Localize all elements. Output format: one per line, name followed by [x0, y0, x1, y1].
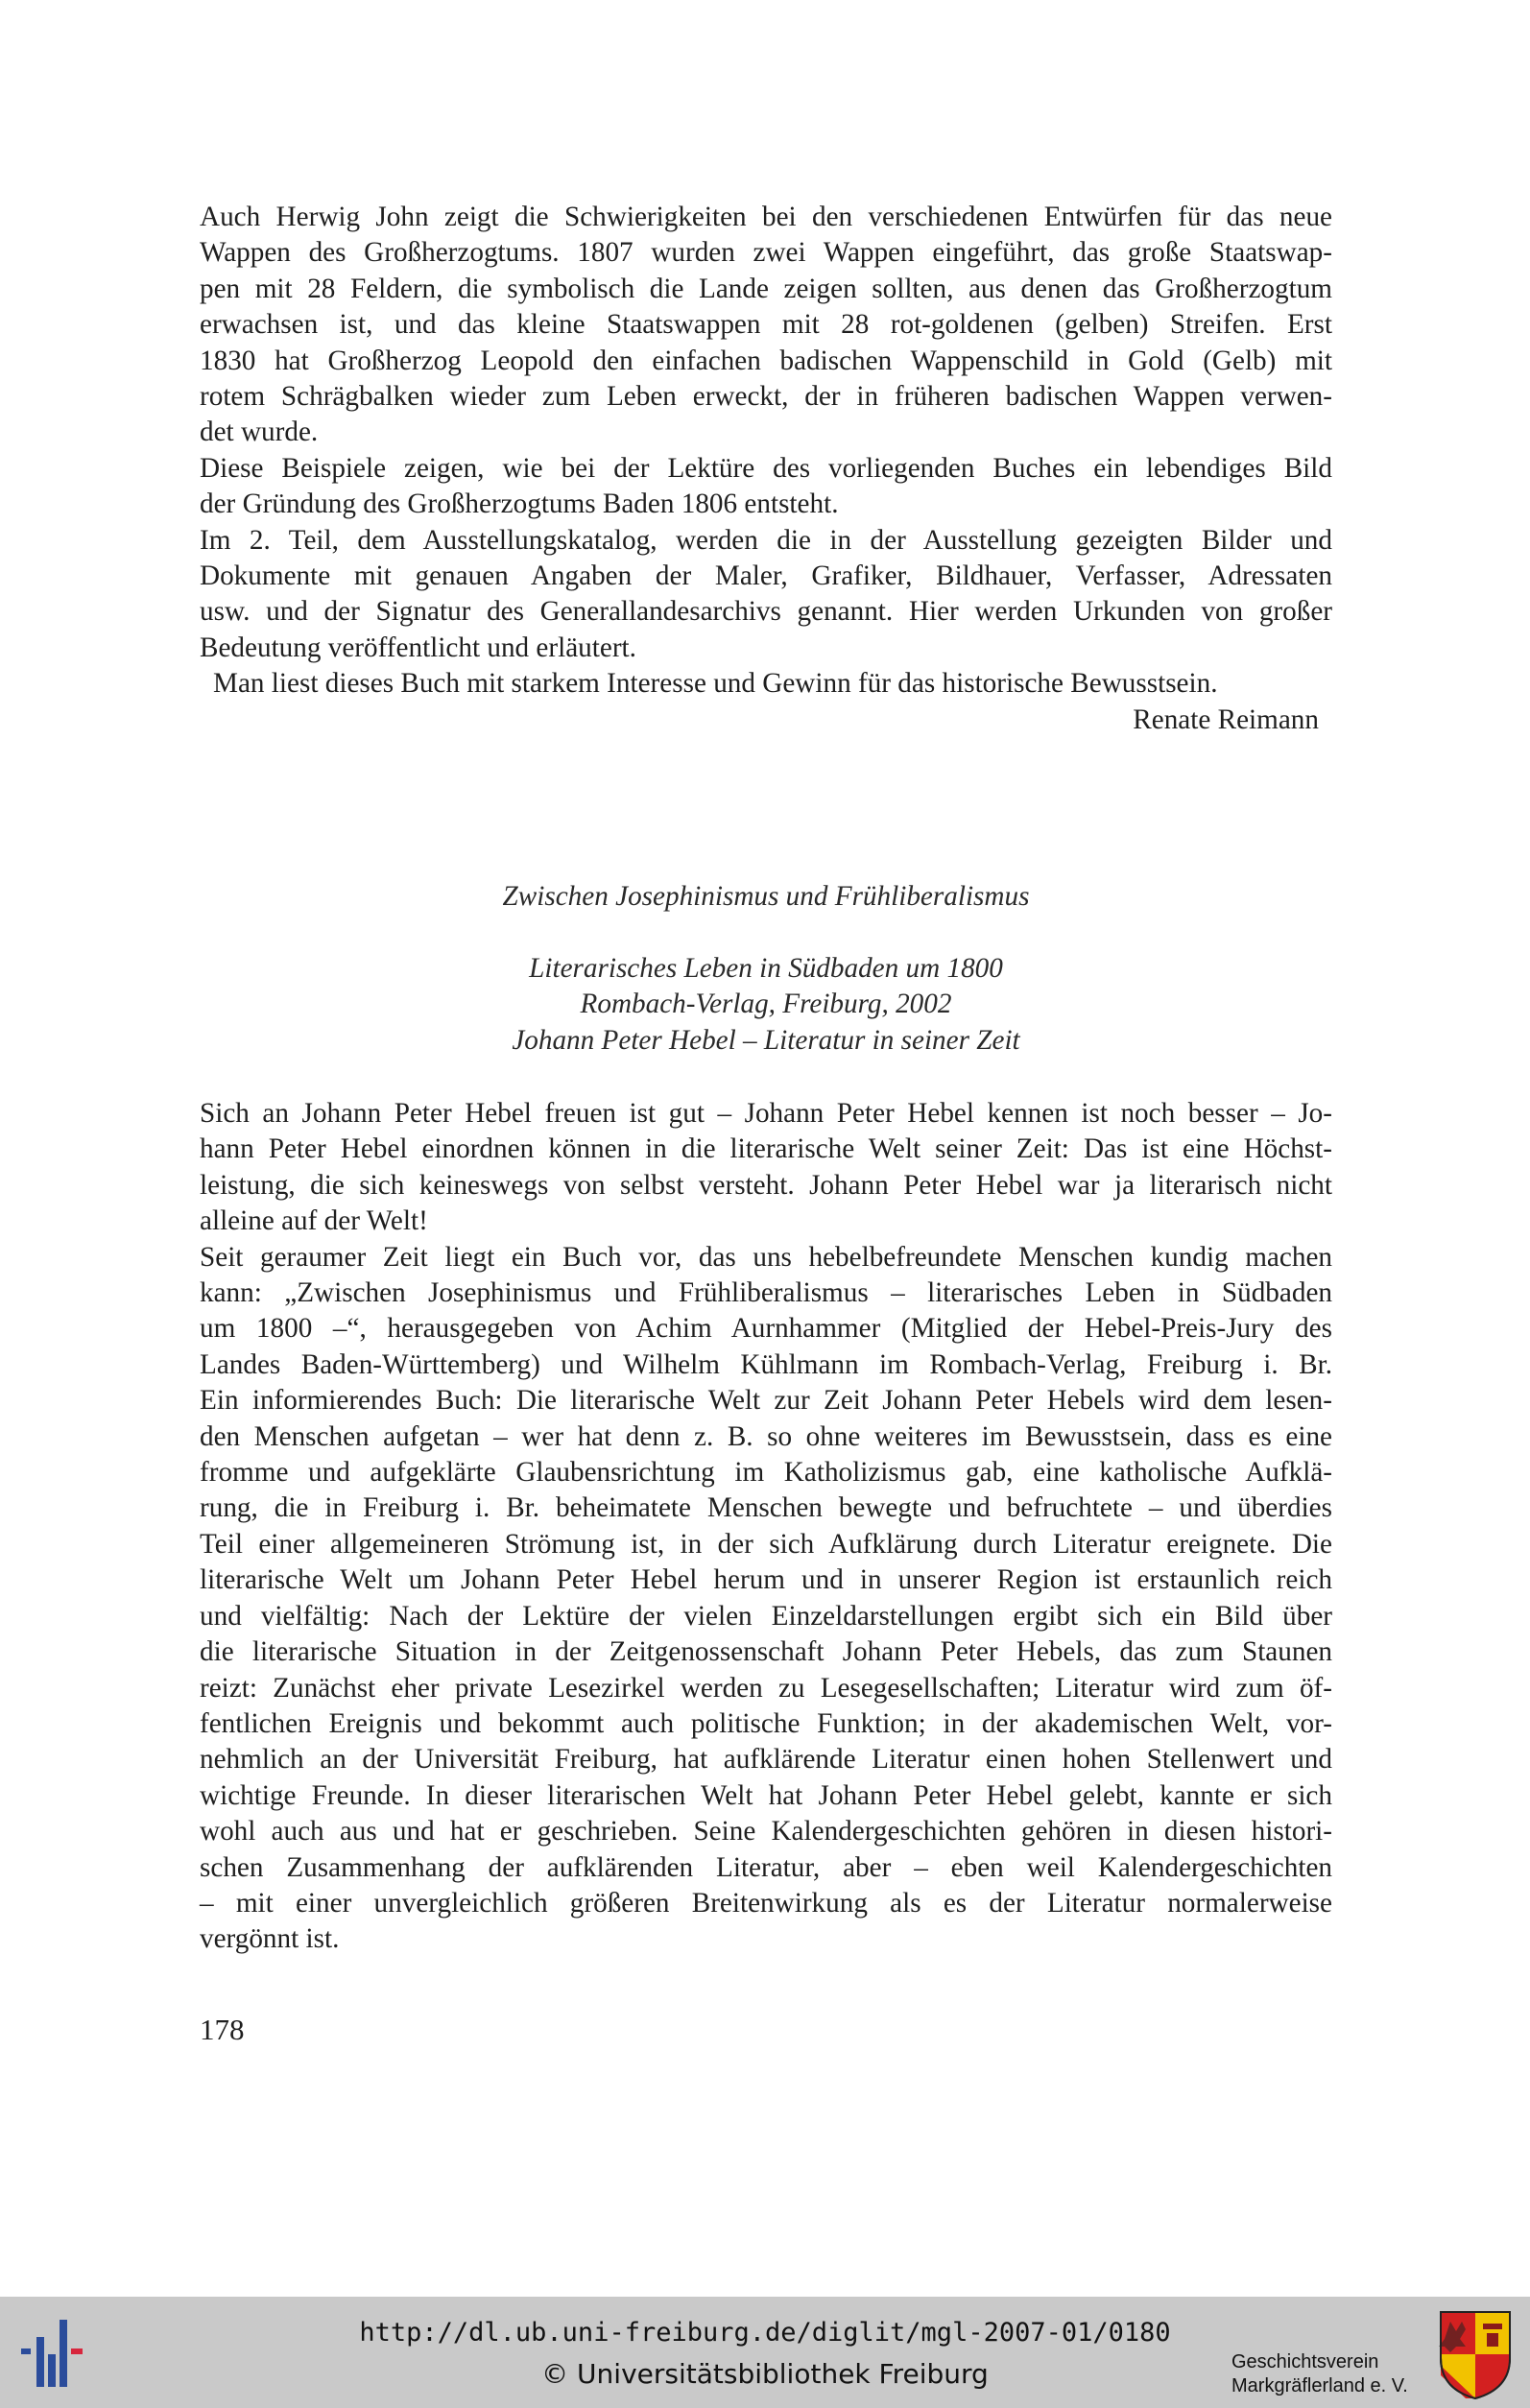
- book-title: Zwischen Josephinismus und Frühliberalismus: [502, 881, 1030, 912]
- text-line: Seit geraumer Zeit liegt ein Buch vor, das uns hebelbefreundete Menschen kundig machen: [200, 1241, 1332, 1273]
- text-line: det wurde.: [200, 417, 319, 448]
- text-line: Bedeutung veröffentlicht und erläutert.: [200, 632, 636, 663]
- text-line: usw. und der Signatur des Generallandesarchivs genannt. Hier werden Urkunden von großer: [200, 596, 1332, 628]
- text-line: der Gründung des Großherzogtums Baden 1806 entsteht.: [200, 489, 839, 520]
- text-line: alleine auf der Welt!: [200, 1205, 428, 1237]
- society-name-line: Geschichtsverein: [1231, 2351, 1379, 2372]
- text-line: erwachsen ist, und das kleine Staatswappen mit 28 rot-goldenen (gelben) Streifen. Erst: [200, 309, 1332, 341]
- text-line: Auch Herwig John zeigt die Schwierigkeiten bei den verschiedenen Entwürfen für das neue: [200, 202, 1332, 232]
- text-line: rung, die in Freiburg i. Br. beheimatete Menschen bewegte und befruchtete – und überdies: [200, 1492, 1332, 1524]
- review-2-body: [200, 1096, 1332, 1958]
- text-line: um 1800 –“, herausgegeben von Achim Aurnhammer (Mitglied der Hebel-Preis-Jury des: [200, 1313, 1332, 1345]
- text-line: Landes Baden-Württemberg) und Wilhelm Kühlmann im Rombach-Verlag, Freiburg i. Br.: [200, 1348, 1332, 1380]
- book-publisher: Rombach-Verlag, Freiburg, 2002: [580, 989, 952, 1020]
- text-line: leistung, die sich keineswegs von selbst versteht. Johann Peter Hebel war ja literarisch nicht: [200, 1169, 1332, 1201]
- text-line: – mit einer unvergleichlich größeren Breitenwirkung als es der Literatur normalerweise: [200, 1887, 1332, 1919]
- review-2-title: [200, 879, 1332, 915]
- text-line: Diese Beispiele zeigen, wie bei der Lektüre des vorliegenden Buches ein lebendiges Bild: [200, 452, 1332, 484]
- society-name-line: Markgräflerland e. V.: [1231, 2375, 1408, 2396]
- text-line: die literarische Situation in der Zeitgenossenschaft Johann Peter Hebels, das zum Staunen: [200, 1636, 1332, 1668]
- page-number: 178: [200, 2013, 245, 2046]
- book-subtitle: Literarisches Leben in Südbaden um 1800: [529, 953, 1003, 984]
- text-line: Wappen des Großherzogtums. 1807 wurden zwei Wappen eingeführt, das große Staatswap-: [200, 237, 1332, 269]
- source-url-link[interactable]: http://dl.ub.uni-freiburg.de/diglit/mgl-2007-01/0180: [359, 2318, 1171, 2348]
- text-line: und vielfältig: Nach der Lektüre der vielen Einzeldarstellungen ergibt sich ein Bild über: [200, 1600, 1332, 1632]
- text-line: Dokumente mit genauen Angaben der Maler, Grafiker, Bildhauer, Verfasser, Adressaten: [200, 560, 1332, 592]
- text-line: hann Peter Hebel einordnen können in die literarische Welt seiner Zeit: Das ist eine Höchst-: [200, 1133, 1332, 1165]
- text-line: reizt: Zunächst eher private Lesezirkel werden zu Lesegesellschaften; Literatur wird zum öf-: [200, 1672, 1332, 1704]
- text-line: vergönnt ist.: [200, 1923, 340, 1955]
- text-line: Sich an Johann Peter Hebel freuen ist gut – Johann Peter Hebel kennen ist noch besser – Jo-: [200, 1098, 1332, 1129]
- book-series: Johann Peter Hebel – Literatur in seiner Zeit: [512, 1024, 1020, 1056]
- text-line: Man liest dieses Buch mit starkem Interesse und Gewinn für das historische Bewusstsein.: [213, 668, 1218, 700]
- copyright-text: © Universitätsbibliothek Freiburg: [541, 2358, 989, 2390]
- text-line: Teil einer allgemeineren Strömung ist, in der sich Aufklärung durch Literatur ereignete. Die: [200, 1528, 1332, 1560]
- text-line: wohl auch aus und hat er geschrieben. Seine Kalendergeschichten gehören in diesen histori-: [200, 1816, 1332, 1848]
- text-line: fromme und aufgeklärte Glaubensrichtung im Katholizismus gab, eine katholische Aufklä-: [200, 1457, 1332, 1489]
- text-line: kann: „Zwischen Josephinismus und Frühliberalismus – literarisches Leben in Südbaden: [200, 1277, 1332, 1309]
- review-2-subtitle: [200, 951, 1332, 1059]
- review-author: Renate Reimann: [1133, 703, 1319, 735]
- text-line: den Menschen aufgetan – wer hat denn z. B. so ohne weiteres im Bewusstsein, dass es eine: [200, 1420, 1332, 1452]
- review-1-body: [200, 200, 1332, 738]
- text-line: Ein informierendes Buch: Die literarische Welt zur Zeit Johann Peter Hebels wird dem lesen-: [200, 1385, 1332, 1417]
- text-line: rotem Schrägbalken wieder zum Leben erweckt, der in früheren badischen Wappen verwen-: [200, 381, 1332, 413]
- text-line: schen Zusammenhang der aufklärenden Literatur, aber – eben weil Kalendergeschichten: [200, 1851, 1332, 1883]
- text-line: Im 2. Teil, dem Ausstellungskatalog, werden die in der Ausstellung gezeigten Bilder und: [200, 524, 1332, 556]
- text-line: 1830 hat Großherzog Leopold den einfachen badischen Wappenschild in Gold (Gelb) mit: [200, 345, 1332, 376]
- footer-bar: [0, 2297, 1530, 2408]
- text-line: nehmlich an der Universität Freiburg, hat aufklärende Literatur einen hohen Stellenwert und: [200, 1744, 1332, 1776]
- text-line: wichtige Freunde. In dieser literarischen Welt hat Johann Peter Hebel gelebt, kannte er sich: [200, 1779, 1332, 1811]
- text-line: fentlichen Ereignis und bekommt auch politische Funktion; in der akademischen Welt, vor-: [200, 1707, 1332, 1739]
- text-line: literarische Welt um Johann Peter Hebel herum und in unserer Region ist erstaunlich reich: [200, 1564, 1332, 1596]
- text-line: pen mit 28 Feldern, die symbolisch die Lande zeigen sollten, aus denen das Großherzogtum: [200, 273, 1332, 304]
- society-name: [1231, 2350, 1408, 2398]
- coat-of-arms-icon[interactable]: [1437, 2308, 1514, 2400]
